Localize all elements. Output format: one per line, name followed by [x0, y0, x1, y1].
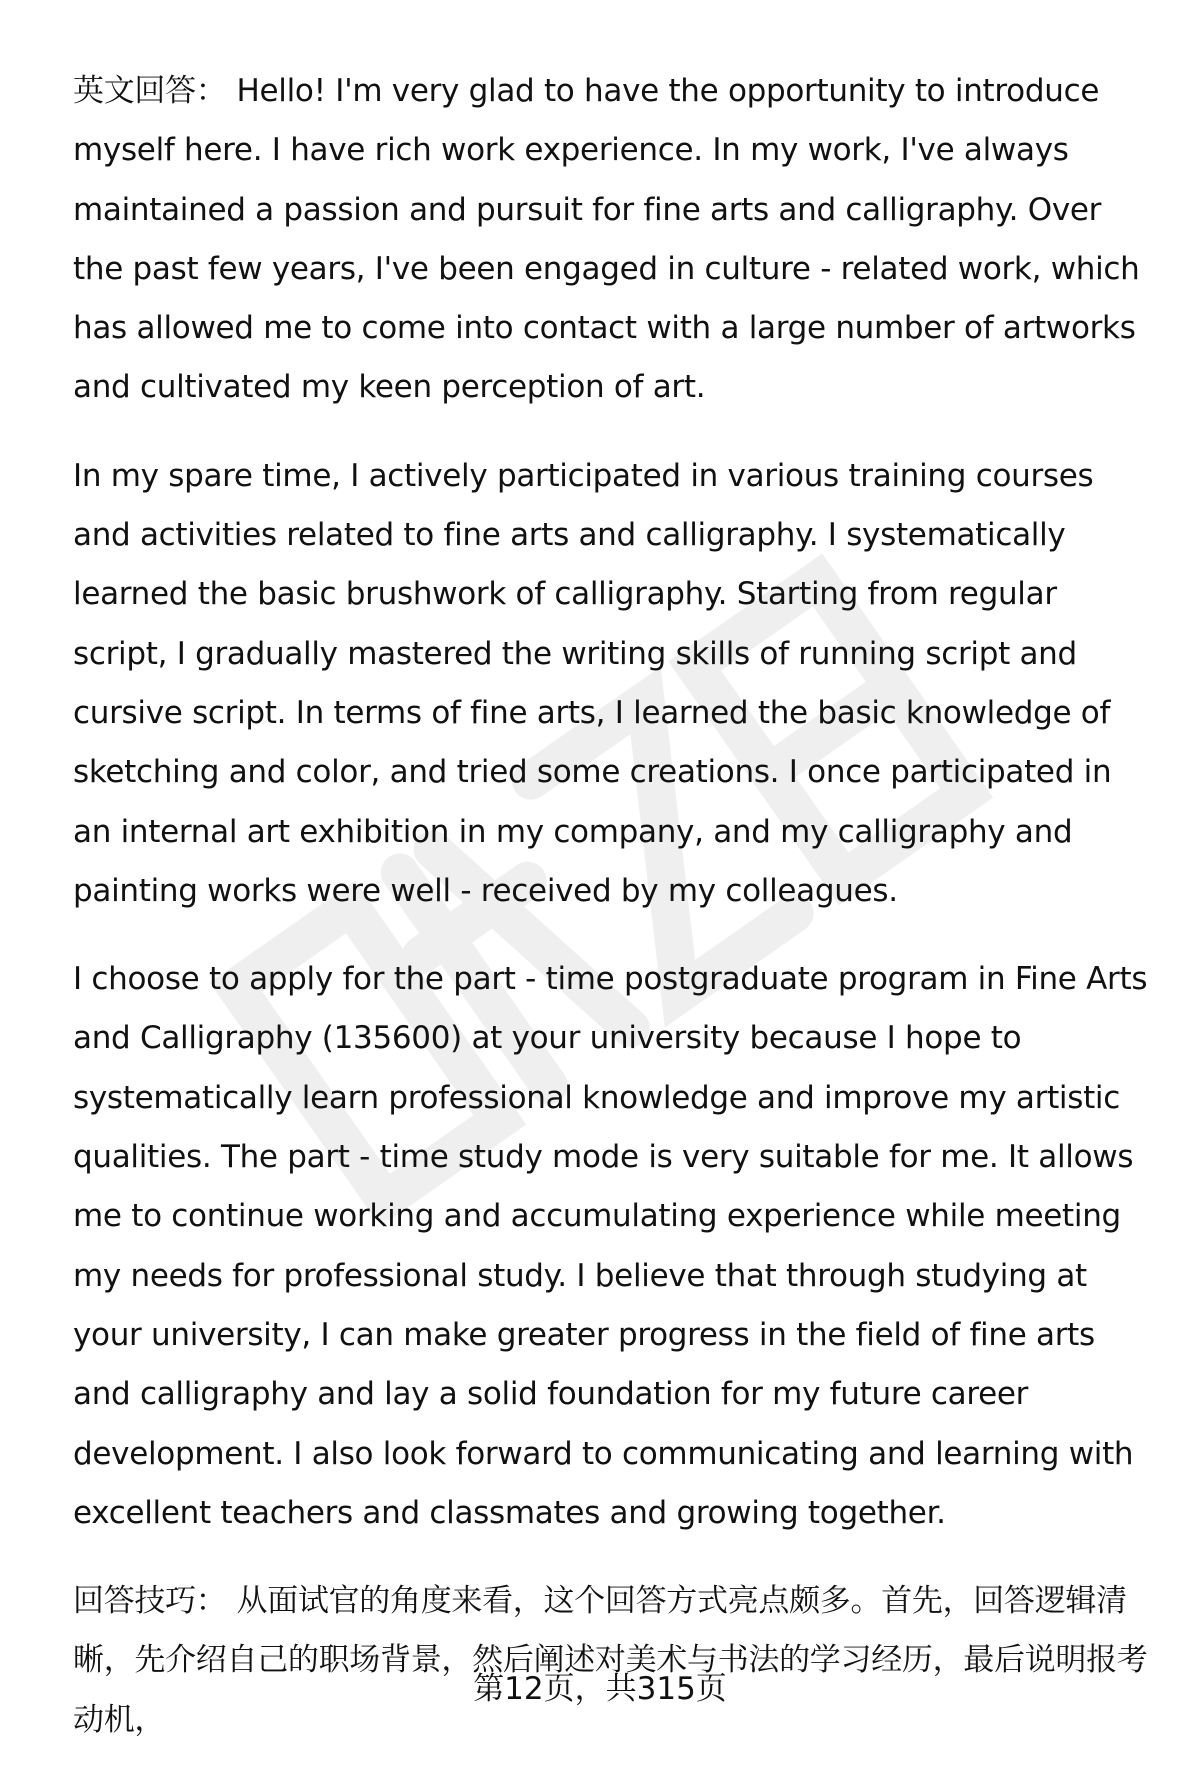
- tips-text: 从面试官的角度来看，这个回答方式亮点颇多。首先，回答逻辑清晰，先介绍自己的职场背景，然后阐述对美术与书法的学习经历，最后说明报考动机，: [73, 1583, 1148, 1738]
- answer-paragraph-3: [73, 950, 1153, 1543]
- answer-paragraph-2: [73, 447, 1153, 921]
- answer-text-3: I choose to apply for the part - time postgraduate program in Fine Arts and Calligraphy (135600) at your university because I hope to systematically learn professional knowledge and improve my artistic qualities. The part - time study mode is very suitable for me. It allows me to continue working and accumulating experience while meeting my needs for professional study. I believe that through studying at your university, I can make greater progress in the field of fine arts and calligraphy and lay a solid foundation for my future career development. I also look forward to communicating and learning with excellent teachers and classmates and growing together.: [73, 961, 1148, 1531]
- page-indicator: 第12页，共315页: [473, 1671, 727, 1707]
- answer-text-1: Hello! I'm very glad to have the opportunity to introduce myself here. I have rich work experience. In my work, I've always maintained a passion and pursuit for fine arts and calligraphy. Over the past few years, I've been engaged in culture - related work, which has allowed me to come into contact with a large number of artworks and cultivated my keen perception of art.: [73, 73, 1140, 406]
- answer-text-2: In my spare time, I actively participated in various training courses and activities related to fine arts and calligraphy. I systematically learned the basic brushwork of calligraphy. Starting from regular script, I gradually mastered the writing skills of running script and cursive script. In terms of fine arts, I learned the basic knowledge of sketching and color, and tried some creations. I once participated in an internal art exhibition in my company, and my calligraphy and painting works were well - received by my colleagues.: [73, 457, 1112, 909]
- document-body: [73, 62, 1153, 1779]
- answer-label: 英文回答：: [73, 73, 227, 109]
- tips-paragraph: [73, 1572, 1153, 1750]
- answer-paragraph-1: [73, 62, 1153, 418]
- tips-label: 回答技巧：: [73, 1583, 227, 1620]
